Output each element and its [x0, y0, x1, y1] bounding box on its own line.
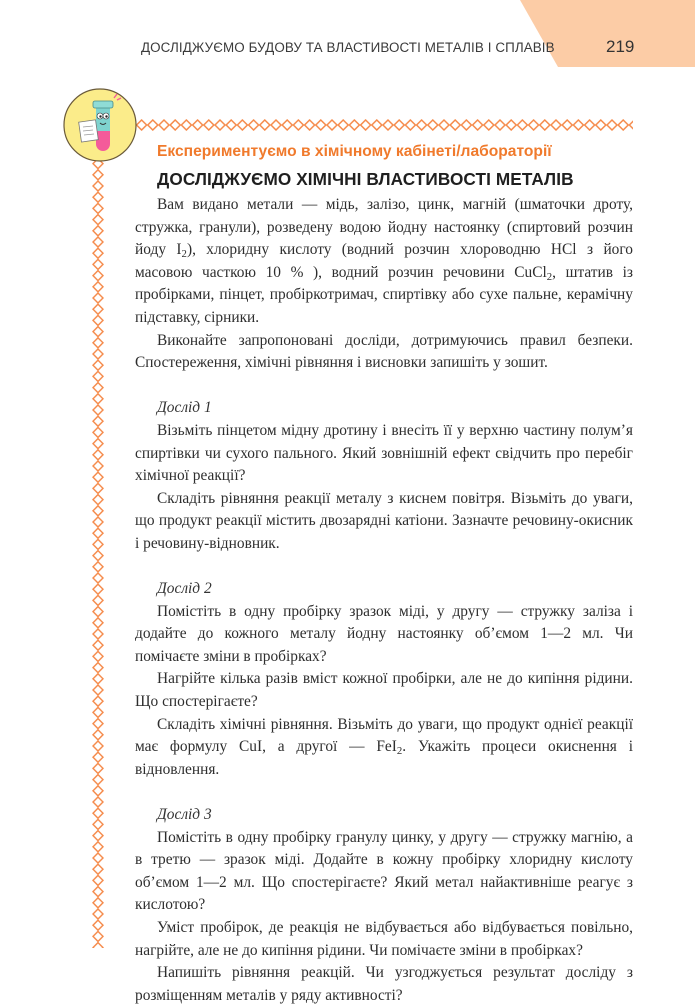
page-number: 219 — [606, 37, 635, 56]
diamond-chain-horizontal-icon — [136, 119, 636, 131]
body-text — [135, 194, 633, 1007]
diamond-chain-vertical-icon — [92, 158, 104, 950]
experiment-2-paragraph: Складіть хімічні рівняння. Візьміть до уваги, що продукт однієї реакції має формулу CuI, а другої — FeI$_2$. Укажіть процеси окиснення і відновлення. — [135, 715, 633, 778]
experiment-2-paragraph: Нагрійте кілька разів вміст кожної пробірки, але не до кипіння рідини. Що спостерігаєте? — [135, 670, 633, 711]
page-number-tab — [0, 0, 695, 68]
section-kicker: Експериментуємо в хімічному кабінеті/лабораторії — [157, 143, 552, 160]
experiment-1-paragraph: Візьміть пінцетом мідну дротину і внесіть її у верхню частину полум’я спиртівки чи сухого пального. Який зовнішній ефект свідчить про перебіг хімічної реакції? — [135, 421, 633, 485]
experiment-1-paragraph: Складіть рівняння реакції металу з киснем повітря. Візьміть до уваги, що продукт реакції містить двозарядні катіони. Зазначте речовину-окисник і речовину-відновник. — [135, 489, 633, 552]
section-title: ДОСЛІДЖУЄМО ХІМІЧНІ ВЛАСТИВОСТІ МЕТАЛІВ — [157, 169, 574, 189]
intro-paragraph-1: Вам видано метали — мідь, залізо, цинк, магній (шматочки дроту, стружка, гранули), розведену водою йодну настоянку (спиртовий розчин йоду $I_2$), хлоридну кислоту (водний розчин хлороводню HCl з його масовою часткою 10 % ), водний розчин речовини CuCl$_2$, штатив із пробірками, пінцет, пробіркотримач, спиртівку або сухе пальне, керамічну підставку, сірники. — [135, 196, 633, 326]
experiment-3-paragraph: Помістіть в одну пробірку гранулу цинку, у другу — стружку магнію, а в третю — зразок міді. Додайте в кожну пробірку хлоридну кислоту об’ємом 1—2 мл. Що спостерігаєте? Який метал найактивніше реагує з кислотою? — [135, 828, 633, 914]
experiment-3-title: Дослід 3 — [157, 806, 212, 824]
running-head: ДОСЛІДЖУЄМО БУДОВУ ТА ВЛАСТИВОСТІ МЕТАЛІВ І СПЛАВІВ — [141, 40, 555, 55]
intro-paragraph-2: Виконайте запропоновані досліди, дотримуючись правил безпеки. Спостереження, хімічні рівняння і висновки запишіть у зошит. — [135, 331, 633, 372]
test-tube-mascot-icon — [62, 87, 138, 163]
experiment-2-title: Дослід 2 — [157, 580, 212, 598]
experiment-2-paragraph: Помістіть в одну пробірку зразок міді, у другу — стружку заліза і додайте до кожного металу йодну настоянку об’ємом 1—2 мл. Чи помічаєте зміни в пробірках? — [135, 602, 633, 665]
experiment-1-title: Дослід 1 — [157, 399, 212, 417]
experiment-3-paragraph: Уміст пробірок, де реакція не відбувається або відбувається повільно, нагрійте, але не до кипіння рідини. Чи помічаєте зміни в пробірках? — [135, 919, 633, 959]
experiment-3-paragraph: Напишіть рівняння реакцій. Чи узгоджується результат досліду з розміщенням металів у ряду активності? — [135, 964, 633, 1004]
